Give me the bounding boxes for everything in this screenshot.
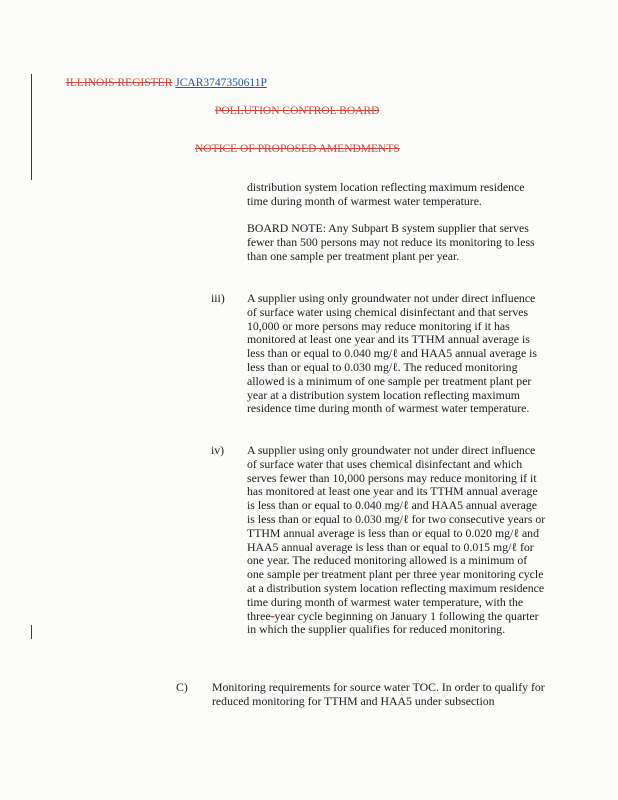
board-note: BOARD NOTE: Any Subpart B system supplier that serves fewer than 500 persons may not reduce its monitoring to less than one sample per treatment plant per year. <box>247 221 535 263</box>
item-iv-strike-mark: - <box>270 608 275 623</box>
change-bar-bottom <box>31 625 32 639</box>
register-insertion: JCAR3747350611P <box>175 77 267 89</box>
item-iv-text <box>247 444 547 637</box>
change-bar-top <box>31 74 32 180</box>
register-strikethrough: ILLINOIS REGISTER <box>66 77 173 89</box>
item-iii-label: iii) <box>211 291 225 305</box>
register-header <box>66 76 267 90</box>
item-iv-text-before: A supplier using only groundwater not under direct influence of surface water that uses chemical disinfectant and which serves fewer than 10,000 persons may reduce monitoring if it has monitored at least one year and its TTHM annual average is less than or equal to 0.040 mg/ℓ and HAA5 annual average is less than or equal to 0.030 mg/ℓ for two consecutive years or TTHM annual average is less than or equal to 0.020 mg/ℓ and HAA5 annual average is less than or equal to 0.015 mg/ℓ for one year. The reduced monitoring allowed is a minimum of one sample per treatment plant per three year monitoring cycle at a distribution system location reflecting maximum residence time during month of warmest water temperature, with the three <box>247 443 546 623</box>
item-c-text: Monitoring requirements for source water TOC. In order to qualify for reduced monitoring for TTHM and HAA5 under subsection <box>212 680 545 708</box>
item-iii-text: A supplier using only groundwater not under direct influence of surface water using chemical disinfectant and that serves 10,000 or more persons may reduce monitoring if it has monitored at least one year and its TTHM annual average is less than or equal to 0.040 mg/ℓ and HAA5 annual average is less than or equal to 0.030 mg/ℓ. The reduced monitoring allowed is a minimum of one sample per treatment plant per year at a distribution system location reflecting maximum residence time during month of warmest water temperature. <box>247 291 538 416</box>
notice-header: NOTICE OF PROPOSED AMENDMENTS <box>195 143 400 155</box>
board-header: POLLUTION CONTROL BOARD <box>215 105 380 117</box>
item-iv-label: iv) <box>211 443 225 457</box>
item-c-label: C) <box>176 680 188 694</box>
item-iv-text-after: year cycle beginning on January 1 following the quarter in which the supplier qualifies for reduced monitoring. <box>247 608 539 637</box>
paragraph-continuation: distribution system location reflecting maximum residence time during month of warmest water temperature. <box>247 180 525 208</box>
